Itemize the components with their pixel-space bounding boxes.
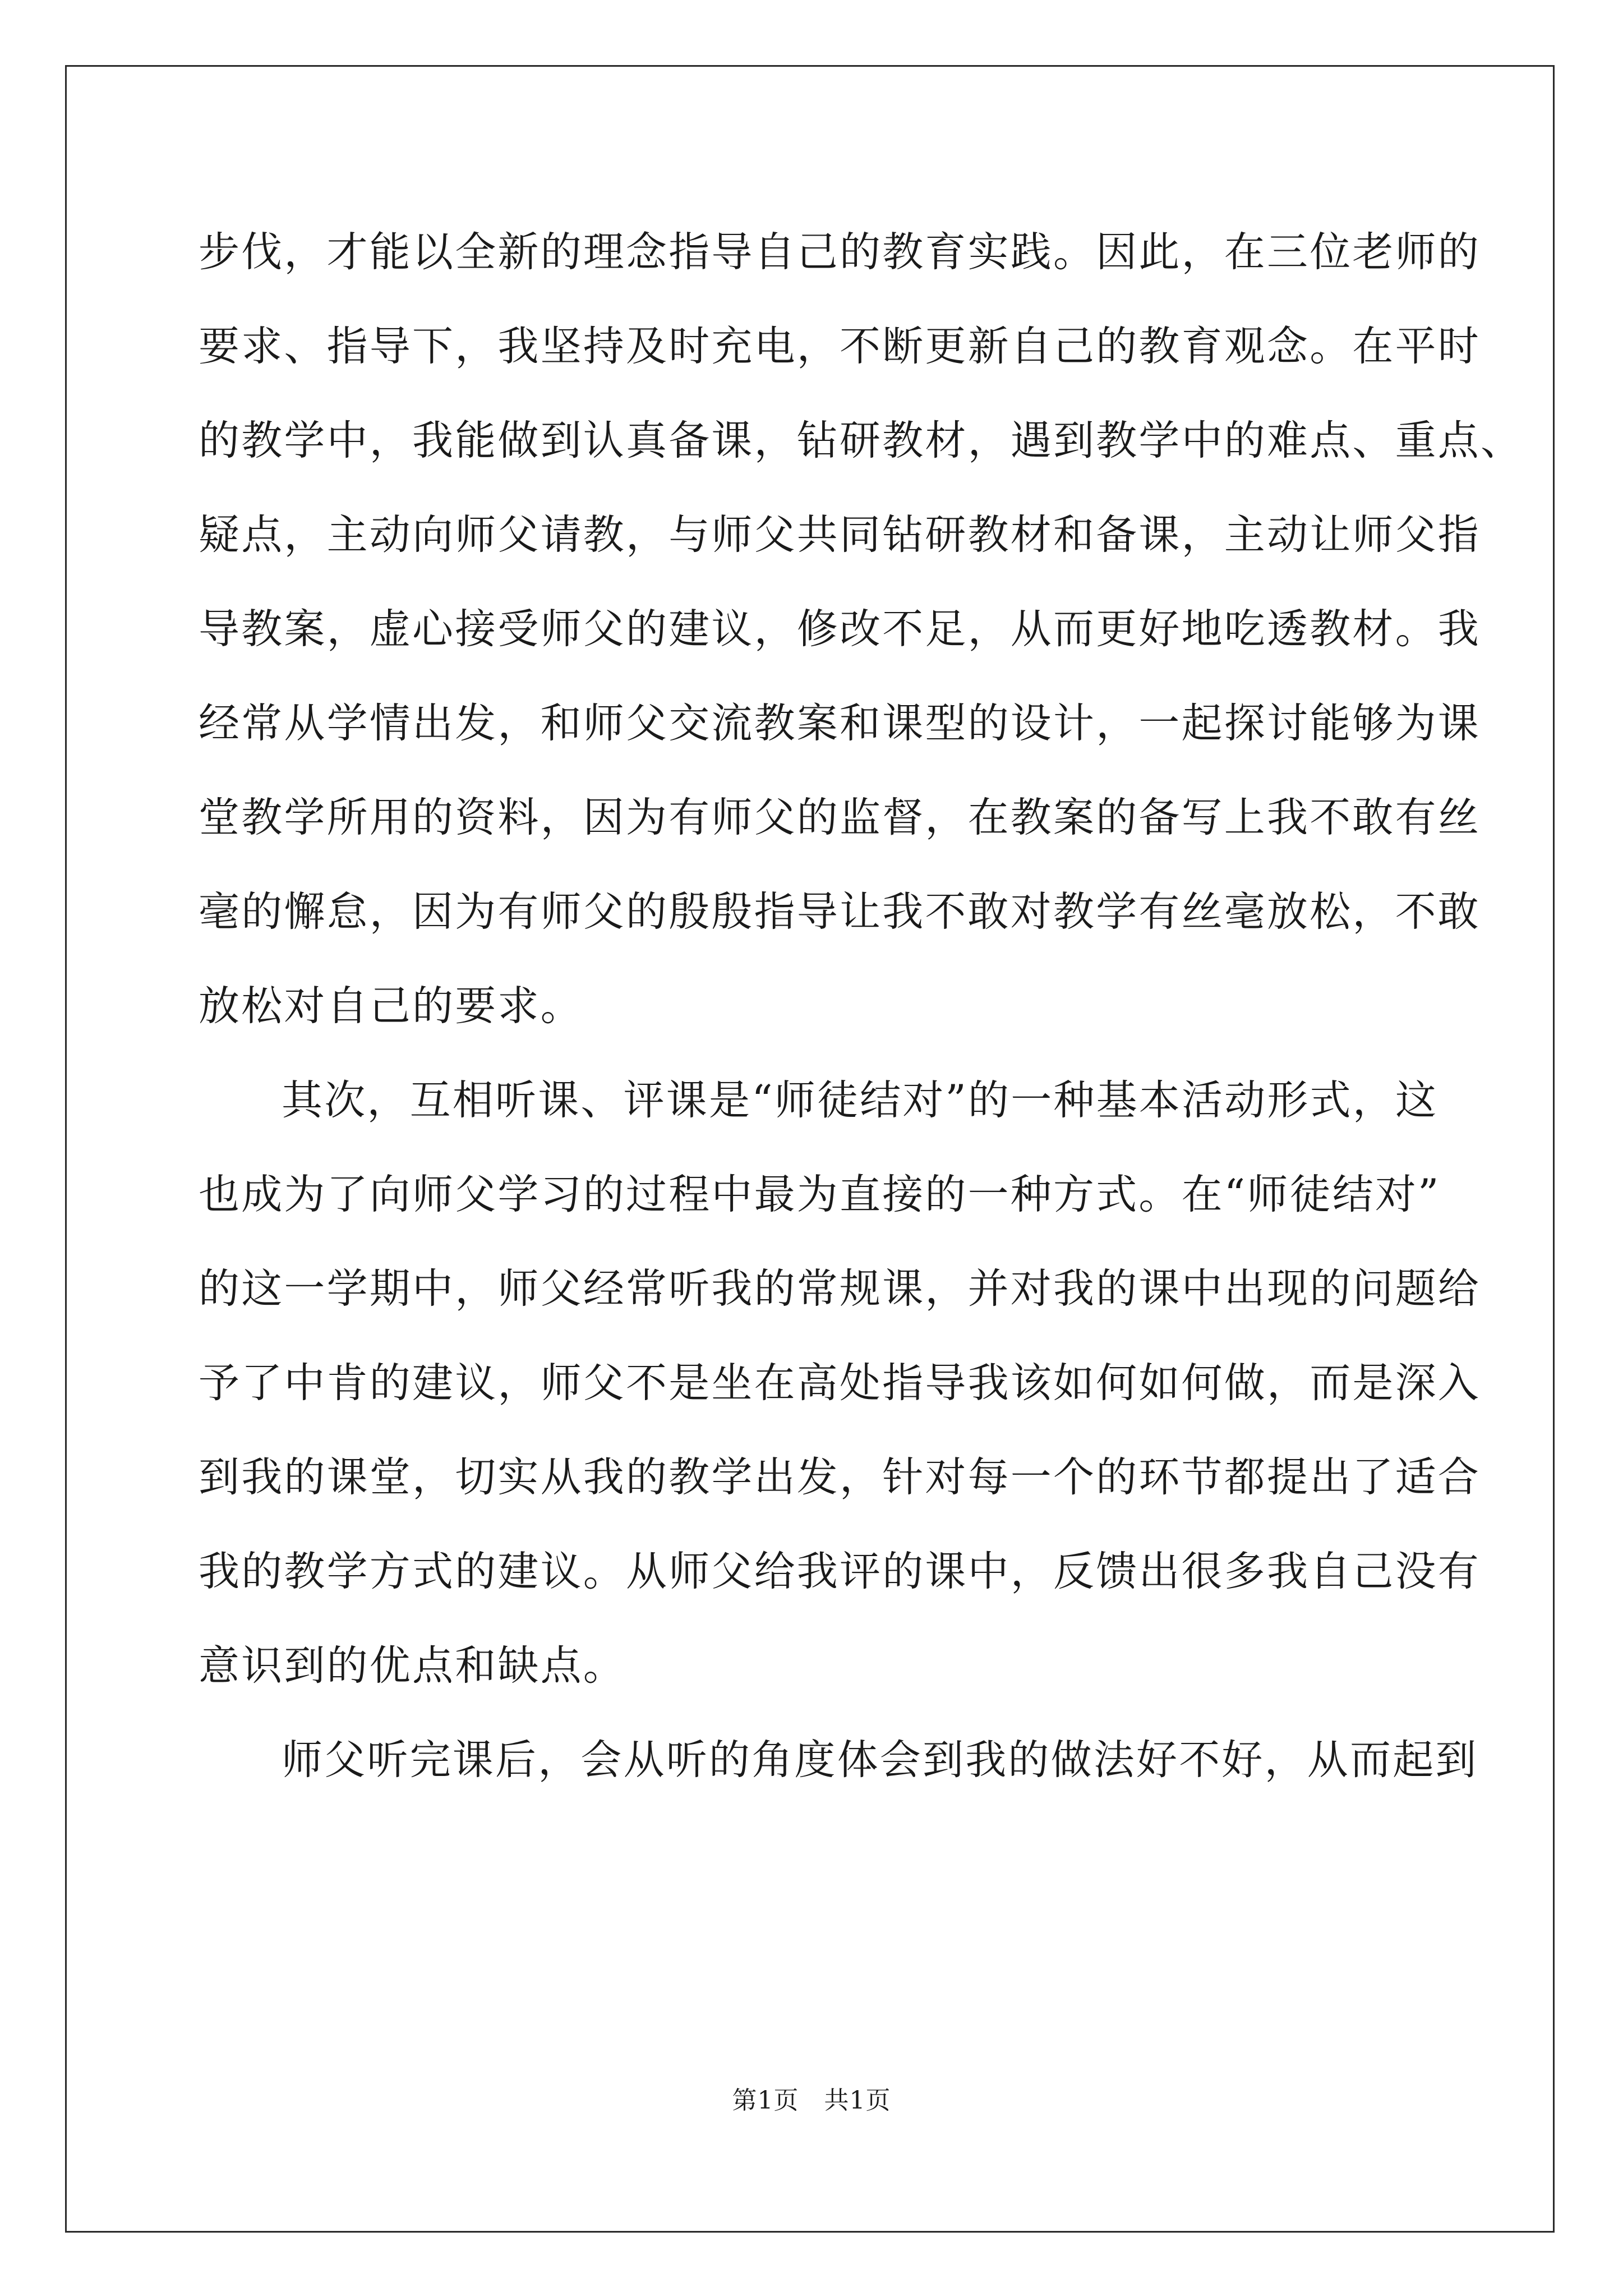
paragraph-line: 师父听完课后，会从听的角度体会到我的做法好不好，从而起到 [282,1736,1478,1784]
paragraph-line: 毫的懈怠，因为有师父的殷殷指导让我不敢对教学有丝毫放松，不敢 [199,888,1481,936]
paragraph-line: 导教案，虚心接受师父的建议，修改不足，从而更好地吃透教材。我 [199,605,1481,653]
paragraph-line: 到我的课堂，切实从我的教学出发，针对每一个的环节都提出了适合 [199,1453,1481,1501]
paragraph-line: 我的教学方式的建议。从师父给我评的课中，反馈出很多我自己没有 [199,1548,1481,1595]
paragraph-line: 予了中肯的建议，师父不是坐在高处指导我该如何如何做，而是深入 [199,1359,1481,1407]
paragraph-line: 意识到的优点和缺点。 [199,1642,626,1690]
paragraph-line: 步伐，才能以全新的理念指导自己的教育实践。因此，在三位老师的 [199,228,1481,276]
paragraph-line: 要求、指导下，我坚持及时充电，不断更新自己的教育观念。在平时 [199,323,1481,370]
paragraph-line: 的教学中，我能做到认真备课，钻研教材，遇到教学中的难点、重点、 [199,417,1524,464]
paragraph-line: 也成为了向师父学习的过程中最为直接的一种方式。在“师徒结对” [199,1171,1441,1218]
paragraph-line: 堂教学所用的资料，因为有师父的监督，在教案的备写上我不敢有丝 [199,794,1481,841]
paragraph-line: 其次，互相听课、评课是“师徒结对”的一种基本活动形式，这 [282,1076,1438,1124]
document-body [199,213,1524,1815]
paragraph-line: 的这一学期中，师父经常听我的常规课，并对我的课中出现的问题给 [199,1265,1481,1313]
paragraph-line: 经常从学情出发，和师父交流教案和课型的设计，一起探讨能够为课 [199,700,1481,747]
paragraph-line: 放松对自己的要求。 [199,982,583,1030]
page-number-footer: 第1页 共1页 [732,2086,891,2115]
paragraph-line: 疑点，主动向师父请教，与师父共同钻研教材和备课，主动让师父指 [199,511,1481,559]
